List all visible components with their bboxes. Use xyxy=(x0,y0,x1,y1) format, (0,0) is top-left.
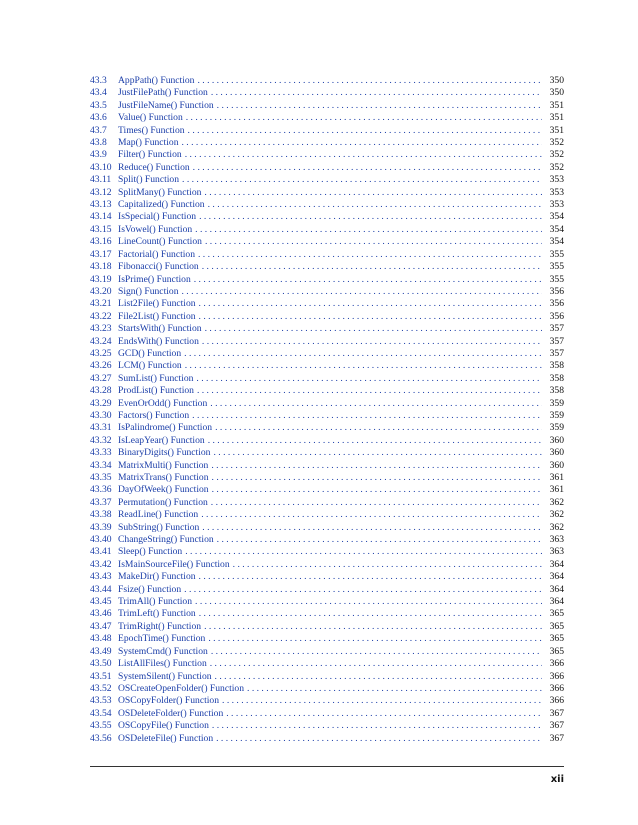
toc-entry[interactable] xyxy=(90,695,564,707)
toc-entry[interactable] xyxy=(90,348,564,360)
toc-entry-page-number[interactable]: 358 xyxy=(549,385,564,397)
toc-entry[interactable] xyxy=(90,87,564,99)
toc-dot-leader xyxy=(185,149,542,161)
toc-entry-number: 43.34 xyxy=(90,459,112,471)
toc-entry-page-number[interactable]: 354 xyxy=(549,223,564,235)
toc-entry-page-number[interactable]: 366 xyxy=(549,682,564,694)
toc-entry[interactable] xyxy=(90,460,564,472)
toc-entry-page-number[interactable]: 353 xyxy=(549,174,564,186)
toc-entry-title-link[interactable]: Fsize() Function xyxy=(118,583,182,595)
toc-entry-page-number[interactable]: 362 xyxy=(549,521,564,533)
toc-dot-leader xyxy=(208,633,542,645)
toc-entry[interactable] xyxy=(90,360,564,372)
toc-entry-page-number[interactable]: 367 xyxy=(549,720,564,732)
toc-dot-leader xyxy=(212,720,542,732)
toc-entry-title-link[interactable]: SumList() Function xyxy=(118,372,194,384)
toc-entry-page-number[interactable]: 366 xyxy=(549,695,564,707)
toc-entry-number: 43.20 xyxy=(90,285,112,297)
toc-dot-leader xyxy=(202,261,542,273)
toc-entry[interactable] xyxy=(90,112,564,124)
toc-entry-title-link[interactable]: Reduce() Function xyxy=(118,161,190,173)
toc-entry[interactable] xyxy=(90,224,564,236)
toc-dot-leader xyxy=(185,360,542,372)
toc-entry-title-link[interactable]: GCD() Function xyxy=(118,347,182,359)
toc-entry-title-link[interactable]: Filter() Function xyxy=(118,149,182,161)
toc-entry-title-link[interactable]: AppPath() Function xyxy=(118,75,195,86)
toc-dot-leader xyxy=(182,137,543,149)
toc-entry-number: 43.22 xyxy=(90,310,112,322)
toc-dot-leader xyxy=(196,373,542,385)
toc-entry-page-number[interactable]: 364 xyxy=(549,571,564,583)
toc-dot-leader xyxy=(199,571,542,583)
toc-dot-leader xyxy=(217,534,542,546)
toc-dot-leader xyxy=(198,249,542,261)
toc-dot-leader xyxy=(215,671,542,683)
toc-entry-number: 43.21 xyxy=(90,298,112,310)
toc-entry-number: 43.19 xyxy=(90,273,112,285)
toc-entry[interactable] xyxy=(90,472,564,484)
toc-entry-title-link[interactable]: EndsWith() Function xyxy=(118,335,199,347)
toc-entry-page-number[interactable]: 356 xyxy=(549,310,564,322)
toc-dot-leader xyxy=(212,484,542,496)
toc-entry-number: 43.56 xyxy=(90,732,112,744)
toc-entry-number: 43.6 xyxy=(90,112,107,124)
toc-dot-leader xyxy=(204,621,542,633)
toc-entry[interactable] xyxy=(90,422,564,434)
toc-entry-title-link[interactable]: IsVowel() Function xyxy=(118,223,193,235)
toc-entry-page-number[interactable]: 353 xyxy=(549,186,564,198)
toc-entry[interactable] xyxy=(90,199,564,211)
toc-entry[interactable] xyxy=(90,596,564,608)
toc-entry[interactable] xyxy=(90,708,564,720)
toc-entry[interactable] xyxy=(90,125,564,137)
toc-entry-number: 43.33 xyxy=(90,447,112,459)
toc-entry[interactable] xyxy=(90,683,564,695)
toc-entry-page-number[interactable]: 365 xyxy=(549,645,564,657)
toc-dot-leader xyxy=(210,398,542,410)
toc-dot-leader xyxy=(197,75,542,87)
toc-entry-title-link[interactable]: OSCopyFile() Function xyxy=(118,720,209,732)
toc-entry-title-link[interactable]: ProdList() Function xyxy=(118,385,194,397)
toc-entry-title-link[interactable]: IsPalindrome() Function xyxy=(118,422,213,434)
toc-entry-title-link[interactable]: Factors() Function xyxy=(118,409,190,421)
toc-entry-page-number[interactable]: 365 xyxy=(549,620,564,632)
toc-entry-page-number[interactable]: 364 xyxy=(549,596,564,608)
toc-entry-number: 43.25 xyxy=(90,347,112,359)
toc-entry[interactable] xyxy=(90,274,564,286)
toc-entry-page-number[interactable]: 365 xyxy=(549,633,564,645)
toc-entry-page-number[interactable]: 359 xyxy=(549,397,564,409)
toc-entry-number: 43.44 xyxy=(90,583,112,595)
toc-entry[interactable] xyxy=(90,187,564,199)
toc-entry-page-number[interactable]: 363 xyxy=(549,534,564,546)
toc-entry-page-number[interactable]: 358 xyxy=(549,372,564,384)
toc-dot-leader xyxy=(211,460,542,472)
toc-entry[interactable] xyxy=(90,137,564,149)
toc-entry-list xyxy=(90,75,564,745)
toc-dot-leader xyxy=(192,410,542,422)
toc-entry[interactable] xyxy=(90,484,564,496)
toc-entry-number: 43.42 xyxy=(90,558,112,570)
toc-entry-number: 43.31 xyxy=(90,422,112,434)
toc-entry-page-number[interactable]: 360 xyxy=(549,434,564,446)
toc-entry-page-number[interactable]: 351 xyxy=(549,99,564,111)
toc-dot-leader xyxy=(199,608,542,620)
toc-entry-number: 43.18 xyxy=(90,261,112,273)
toc-entry-number: 43.54 xyxy=(90,707,112,719)
toc-entry-page-number[interactable]: 355 xyxy=(549,248,564,260)
footer-divider xyxy=(90,766,564,767)
toc-entry-number: 43.32 xyxy=(90,434,112,446)
toc-entry[interactable] xyxy=(90,149,564,161)
toc-entry[interactable] xyxy=(90,100,564,112)
toc-entry-number: 43.46 xyxy=(90,608,112,620)
toc-entry-number: 43.53 xyxy=(90,695,112,707)
toc-entry[interactable] xyxy=(90,286,564,298)
page-number: xii xyxy=(550,774,564,785)
toc-entry[interactable] xyxy=(90,398,564,410)
toc-entry-title-link[interactable]: List2File() Function xyxy=(118,298,196,310)
toc-entry[interactable] xyxy=(90,720,564,732)
toc-dot-leader xyxy=(215,422,542,434)
toc-dot-leader xyxy=(211,497,542,509)
toc-entry-page-number[interactable]: 361 xyxy=(549,484,564,496)
toc-dot-leader xyxy=(182,174,542,186)
toc-dot-leader xyxy=(199,298,542,310)
toc-entry[interactable] xyxy=(90,733,564,745)
toc-entry-number: 43.17 xyxy=(90,248,112,260)
toc-entry[interactable] xyxy=(90,373,564,385)
toc-entry-page-number[interactable]: 357 xyxy=(549,323,564,335)
toc-entry-page-number[interactable]: 354 xyxy=(549,236,564,248)
toc-entry-title-link[interactable]: IsLeapYear() Function xyxy=(118,434,205,446)
toc-entry-number: 43.48 xyxy=(90,633,112,645)
toc-entry-number: 43.9 xyxy=(90,149,107,161)
toc-dot-leader xyxy=(194,274,542,286)
toc-dot-leader xyxy=(216,733,542,745)
toc-entry[interactable] xyxy=(90,509,564,521)
toc-entry-title-link[interactable]: JustFileName() Function xyxy=(118,99,214,111)
toc-entry-title-link[interactable]: EpochTime() Function xyxy=(118,633,206,645)
toc-entry-title-link[interactable]: Factorial() Function xyxy=(118,248,195,260)
toc-entry-page-number[interactable]: 357 xyxy=(549,347,564,359)
toc-entry-number: 43.35 xyxy=(90,472,112,483)
toc-entry[interactable] xyxy=(90,211,564,223)
toc-entry[interactable] xyxy=(90,534,564,546)
toc-entry-title-link[interactable]: Permutation() Function xyxy=(118,496,208,508)
toc-entry[interactable] xyxy=(90,633,564,645)
toc-entry-title-link[interactable]: LCM() Function xyxy=(118,360,182,372)
toc-entry-page-number[interactable]: 356 xyxy=(549,285,564,297)
toc-entry-title-link[interactable]: Sleep() Function xyxy=(118,546,183,558)
toc-entry-number: 43.13 xyxy=(90,199,112,211)
toc-dot-leader xyxy=(208,435,542,447)
toc-dot-leader xyxy=(211,87,542,99)
toc-entry[interactable] xyxy=(90,298,564,310)
toc-entry-title-link[interactable]: Map() Function xyxy=(118,137,179,149)
toc-dot-leader xyxy=(233,559,542,571)
toc-entry-number: 43.45 xyxy=(90,596,112,608)
toc-entry-title-link[interactable]: Split() Function xyxy=(118,174,180,186)
toc-entry[interactable] xyxy=(90,522,564,534)
toc-entry-number: 43.41 xyxy=(90,546,112,558)
toc-entry-page-number[interactable]: 351 xyxy=(549,124,564,136)
toc-dot-leader xyxy=(208,199,542,211)
toc-entry[interactable] xyxy=(90,621,564,633)
toc-entry-page-number[interactable]: 359 xyxy=(549,422,564,434)
toc-entry-number: 43.30 xyxy=(90,409,112,421)
toc-entry[interactable] xyxy=(90,658,564,670)
toc-dot-leader xyxy=(188,125,542,137)
toc-dot-leader xyxy=(201,509,542,521)
toc-entry-title-link[interactable]: MatrixMulti() Function xyxy=(118,459,209,471)
toc-entry-title-link[interactable]: JustFilePath() Function xyxy=(118,87,208,99)
toc-entry-page-number[interactable]: 367 xyxy=(549,732,564,744)
toc-entry-number: 43.55 xyxy=(90,720,112,732)
toc-entry-title-link[interactable]: OSCopyFolder() Function xyxy=(118,695,220,707)
toc-entry-title-link[interactable]: SystemSilent() Function xyxy=(118,670,212,682)
toc-entry-page-number[interactable]: 352 xyxy=(549,149,564,161)
toc-entry-number: 43.23 xyxy=(90,323,112,335)
toc-entry-page-number[interactable]: 356 xyxy=(549,298,564,310)
toc-entry-title-link[interactable]: MakeDir() Function xyxy=(118,571,196,583)
toc-entry-number: 43.10 xyxy=(90,161,112,173)
toc-entry[interactable] xyxy=(90,571,564,583)
toc-entry-page-number[interactable]: 355 xyxy=(549,273,564,285)
toc-entry[interactable] xyxy=(90,162,564,174)
toc-entry-number: 43.50 xyxy=(90,658,112,670)
toc-dot-leader xyxy=(205,323,542,335)
toc-entry-number: 43.3 xyxy=(90,75,107,86)
toc-entry-number: 43.4 xyxy=(90,87,107,99)
toc-entry-number: 43.15 xyxy=(90,223,112,235)
toc-entry-page-number[interactable]: 360 xyxy=(549,459,564,471)
toc-entry[interactable] xyxy=(90,174,564,186)
toc-entry-number: 43.14 xyxy=(90,211,112,223)
toc-entry-title-link[interactable]: OSDeleteFolder() Function xyxy=(118,707,224,719)
toc-entry-title-link[interactable]: DayOfWeek() Function xyxy=(118,484,209,496)
toc-entry[interactable] xyxy=(90,410,564,422)
toc-entry-title-link[interactable]: BinaryDigits() Function xyxy=(118,447,211,459)
toc-entry-number: 43.37 xyxy=(90,496,112,508)
toc-entry-number: 43.43 xyxy=(90,571,112,583)
toc-dot-leader xyxy=(199,211,542,223)
toc-entry-page-number[interactable]: 366 xyxy=(549,670,564,682)
toc-entry-number: 43.24 xyxy=(90,335,112,347)
toc-entry-title-link[interactable]: StartsWith() Function xyxy=(118,323,202,335)
toc-dot-leader xyxy=(195,596,542,608)
toc-dot-leader xyxy=(197,385,542,397)
toc-entry-page-number[interactable]: 355 xyxy=(549,261,564,273)
toc-entry-number: 43.8 xyxy=(90,137,107,149)
toc-entry[interactable] xyxy=(90,646,564,658)
toc-entry-number: 43.38 xyxy=(90,509,112,521)
toc-entry-number: 43.52 xyxy=(90,682,112,694)
toc-dot-leader xyxy=(226,708,542,720)
toc-entry-title-link[interactable]: OSDeleteFile() Function xyxy=(118,732,214,744)
toc-entry-number: 43.49 xyxy=(90,645,112,657)
toc-entry-number: 43.36 xyxy=(90,484,112,496)
toc-entry-title-link[interactable]: Fibonacci() Function xyxy=(118,261,199,273)
toc-entry-page-number[interactable]: 363 xyxy=(549,546,564,558)
toc-entry-title-link[interactable]: LineCount() Function xyxy=(118,236,202,248)
toc-entry-title-link[interactable]: EvenOrOdd() Function xyxy=(118,397,208,409)
toc-entry-page-number[interactable]: 350 xyxy=(549,75,564,86)
toc-dot-leader xyxy=(202,336,542,348)
toc-entry-page-number[interactable]: 362 xyxy=(549,509,564,521)
toc-dot-leader xyxy=(184,348,542,360)
toc-entry-title-link[interactable]: Capitalized() Function xyxy=(118,199,205,211)
toc-entry-page-number[interactable]: 365 xyxy=(549,608,564,620)
toc-entry-number: 43.7 xyxy=(90,124,107,136)
toc-entry-number: 43.27 xyxy=(90,372,112,384)
toc-dot-leader xyxy=(204,187,542,199)
toc-entry-page-number[interactable]: 360 xyxy=(549,447,564,459)
toc-entry-number: 43.47 xyxy=(90,620,112,632)
toc-dot-leader xyxy=(182,286,543,298)
toc-dot-leader xyxy=(202,522,542,534)
toc-dot-leader xyxy=(184,584,542,596)
toc-dot-leader xyxy=(222,695,542,707)
toc-entry-number: 43.26 xyxy=(90,360,112,372)
toc-entry-page-number[interactable]: 352 xyxy=(549,137,564,149)
toc-entry-title-link[interactable]: SystemCmd() Function xyxy=(118,645,208,657)
toc-entry-number: 43.5 xyxy=(90,99,107,111)
toc-entry[interactable] xyxy=(90,447,564,459)
toc-entry-title-link[interactable]: MatrixTrans() Function xyxy=(118,472,209,483)
toc-entry-title-link[interactable]: Sign() Function xyxy=(118,285,179,297)
toc-entry-title-link[interactable]: TrimAll() Function xyxy=(118,596,193,608)
toc-dot-leader xyxy=(217,100,542,112)
toc-dot-leader xyxy=(186,112,542,124)
toc-entry-page-number[interactable]: 367 xyxy=(549,707,564,719)
toc-entry-title-link[interactable]: SplitMany() Function xyxy=(118,186,202,198)
toc-dot-leader xyxy=(213,447,542,459)
table-of-contents xyxy=(90,75,564,745)
toc-entry-title-link[interactable]: ListAllFiles() Function xyxy=(118,658,207,670)
toc-entry-page-number[interactable]: 351 xyxy=(549,112,564,124)
toc-entry-title-link[interactable]: IsPrime() Function xyxy=(118,273,191,285)
toc-dot-leader xyxy=(195,224,542,236)
toc-entry-page-number[interactable]: 359 xyxy=(549,409,564,421)
toc-entry[interactable] xyxy=(90,671,564,683)
toc-entry[interactable] xyxy=(90,311,564,323)
toc-entry-title-link[interactable]: File2List() Function xyxy=(118,310,196,322)
toc-dot-leader xyxy=(211,646,542,658)
toc-entry-number: 43.28 xyxy=(90,385,112,397)
toc-entry-page-number[interactable]: 361 xyxy=(549,472,564,483)
toc-entry[interactable] xyxy=(90,75,564,87)
toc-entry[interactable] xyxy=(90,559,564,571)
toc-entry-page-number[interactable]: 354 xyxy=(549,211,564,223)
toc-dot-leader xyxy=(247,683,542,695)
toc-entry-title-link[interactable]: TrimRight() Function xyxy=(118,620,202,632)
toc-entry-page-number[interactable]: 364 xyxy=(549,583,564,595)
toc-entry[interactable] xyxy=(90,336,564,348)
toc-dot-leader xyxy=(185,546,542,558)
toc-entry[interactable] xyxy=(90,497,564,509)
toc-entry[interactable] xyxy=(90,608,564,620)
toc-entry[interactable] xyxy=(90,261,564,273)
toc-entry-title-link[interactable]: IsMainSourceFile() Function xyxy=(118,558,230,570)
toc-entry[interactable] xyxy=(90,323,564,335)
toc-entry-page-number[interactable]: 352 xyxy=(549,161,564,173)
toc-entry-title-link[interactable]: IsSpecial() Function xyxy=(118,211,197,223)
toc-entry-page-number[interactable]: 353 xyxy=(549,199,564,211)
toc-entry-number: 43.51 xyxy=(90,670,112,682)
toc-entry-title-link[interactable]: Value() Function xyxy=(118,112,183,124)
toc-entry-title-link[interactable]: TrimLeft() Function xyxy=(118,608,196,620)
toc-entry-page-number[interactable]: 358 xyxy=(549,360,564,372)
toc-entry-number: 43.40 xyxy=(90,534,112,546)
toc-dot-leader xyxy=(199,311,542,323)
toc-dot-leader xyxy=(205,236,542,248)
toc-entry-page-number[interactable]: 357 xyxy=(549,335,564,347)
toc-entry-title-link[interactable]: OSCreateOpenFolder() Function xyxy=(118,682,245,694)
toc-entry-number: 43.16 xyxy=(90,236,112,248)
toc-entry-title-link[interactable]: Times() Function xyxy=(118,124,185,136)
toc-entry-number: 43.39 xyxy=(90,521,112,533)
toc-entry[interactable] xyxy=(90,435,564,447)
toc-entry-title-link[interactable]: ReadLine() Function xyxy=(118,509,199,521)
toc-dot-leader xyxy=(193,162,542,174)
toc-entry-title-link[interactable]: ChangeString() Function xyxy=(118,534,214,546)
toc-entry-number: 43.11 xyxy=(90,174,112,186)
toc-entry-page-number[interactable]: 362 xyxy=(549,496,564,508)
toc-entry[interactable] xyxy=(90,249,564,261)
toc-entry[interactable] xyxy=(90,584,564,596)
toc-entry[interactable] xyxy=(90,236,564,248)
toc-entry-page-number[interactable]: 364 xyxy=(549,558,564,570)
toc-entry[interactable] xyxy=(90,546,564,558)
toc-entry-page-number[interactable]: 350 xyxy=(549,87,564,99)
toc-entry[interactable] xyxy=(90,385,564,397)
toc-entry-title-link[interactable]: SubString() Function xyxy=(118,521,200,533)
toc-dot-leader xyxy=(210,658,542,670)
toc-entry-number: 43.29 xyxy=(90,397,112,409)
toc-entry-number: 43.12 xyxy=(90,186,112,198)
toc-dot-leader xyxy=(212,472,542,484)
toc-entry-page-number[interactable]: 366 xyxy=(549,658,564,670)
